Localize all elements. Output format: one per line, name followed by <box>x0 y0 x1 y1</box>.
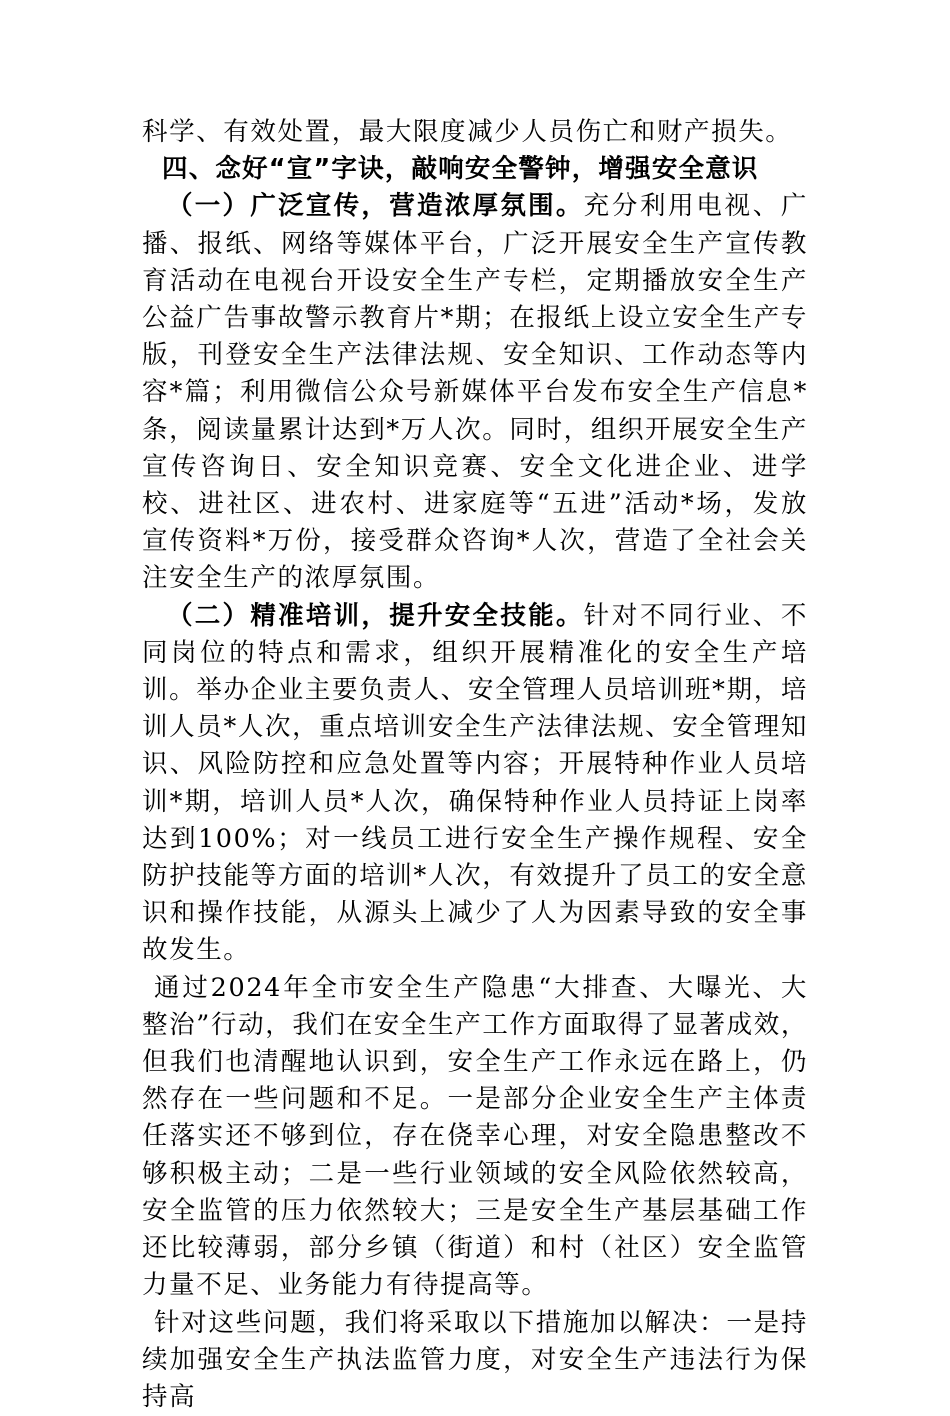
paragraph-publicity <box>142 188 808 597</box>
paragraph-training-body: 针对不同行业、不同岗位的特点和需求，组织开展精准化的安全生产培训。举办企业主要负责人、安全管理人员培训班*期，培训人员*人次，重点培训安全生产法律法规、安全管理知识、风险防控和应急处置等内容；开展特种作业人员培训*期，培训人员*人次，确保特种作业人员持证上岗率达到100%；对一线员工进行安全生产操作规程、安全防护技能等方面的培训*人次，有效提升了员工的安全意识和操作技能，从源头上减少了人为因素导致的安全事故发生。 <box>142 601 808 966</box>
section-heading: 四、念好“宣”字诀，敲响安全警钟，增强安全意识 <box>142 151 808 188</box>
paragraph-training-lead: （二）精准培训，提升安全技能。 <box>167 601 584 631</box>
paragraph-problems: 通过2024年全市安全生产隐患“大排查、大曝光、大整治”行动，我们在安全生产工作方面取得了显著成效，但我们也清醒地认识到，安全生产工作永远在路上，仍然存在一些问题和不足。一是部分企业安全生产主体责任落实还不够到位，存在侥幸心理，对安全隐患整改不够积极主动；二是一些行业领域的安全风险依然较高，安全监管的压力依然较大；三是安全生产基层基础工作还比较薄弱，部分乡镇（街道）和村（社区）安全监管力量不足、业务能力有待提高等。 <box>142 970 808 1305</box>
paragraph-training <box>142 598 808 970</box>
paragraph-continuation: 科学、有效处置，最大限度减少人员伤亡和财产损失。 <box>142 114 808 151</box>
paragraph-publicity-body: 充分利用电视、广播、报纸、网络等媒体平台，广泛开展安全生产宣传教育活动在电视台开设安全生产专栏，定期播放安全生产公益广告事故警示教育片*期；在报纸上设立安全生产专版，刊登安全生产法律法规、安全知识、工作动态等内容*篇；利用微信公众号新媒体平台发布安全生产信息*条，阅读量累计达到*万人次。同时，组织开展安全生产宣传咨询日、安全知识竞赛、安全文化进企业、进学校、进社区、进农村、进家庭等“五进”活动*场，发放宣传资料*万份，接受群众咨询*人次，营造了全社会关注安全生产的浓厚氛围。 <box>142 191 808 593</box>
paragraph-measures: 针对这些问题，我们将采取以下措施加以解决：一是持续加强安全生产执法监管力度，对安全生产违法行为保持高 <box>142 1305 808 1416</box>
document-body <box>142 114 808 1416</box>
paragraph-publicity-lead: （一）广泛宣传，营造浓厚氛围。 <box>167 191 584 221</box>
